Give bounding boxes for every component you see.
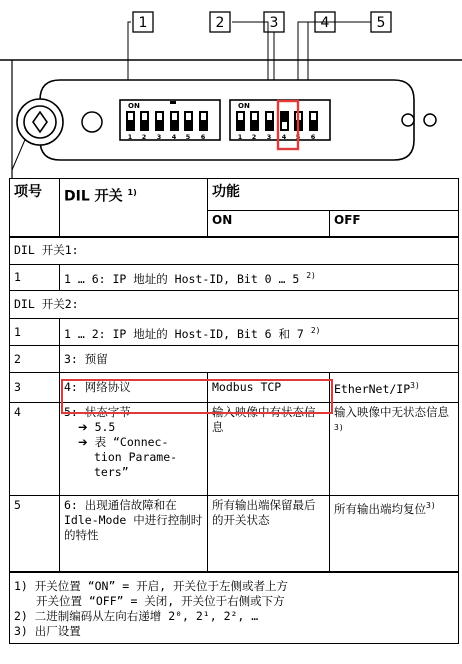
dil-switch-table xyxy=(9,178,459,644)
svg-text:5: 5 xyxy=(185,133,191,141)
footnote-1a: 1) 开关位置 “ON” = 开启, 开关位于左侧或者上方 xyxy=(14,578,289,593)
section-dil-switch-2: DIL 开关2: xyxy=(10,291,459,319)
dil-switch-bank-1 xyxy=(120,100,220,141)
table-row-status-byte: 4 5: 状态字节 ➔ 5.5 ➔ 表 “Connec- tion Parame- ters” 输入映像中有状态信息 输入映像中无状态信息$^{3)}$ xyxy=(10,403,459,496)
svg-text:3: 3 xyxy=(269,15,279,31)
callout-1 xyxy=(133,12,153,32)
led-icon xyxy=(424,114,436,126)
dil-switch-bank-2 xyxy=(230,100,330,141)
header-on: ON xyxy=(208,211,330,237)
svg-text:4: 4 xyxy=(320,15,330,31)
table-row-network-protocol: 3 4: 网络协议 Modbus TCP EtherNet/IP$^{3)}$ xyxy=(10,373,459,403)
footnote-2: 2) 二进制编码从左向右递增 2⁰, 2¹, 2², … xyxy=(14,608,259,623)
svg-text:6: 6 xyxy=(200,133,206,141)
dip-switch-diagram xyxy=(0,0,462,178)
svg-text:4: 4 xyxy=(171,133,177,141)
svg-text:3: 3 xyxy=(156,133,162,141)
section-dil-switch-1: DIL 开关1: xyxy=(10,237,459,265)
svg-text:1: 1 xyxy=(138,15,148,31)
header-item: 项号 xyxy=(10,179,60,237)
svg-text:6: 6 xyxy=(310,133,316,141)
callout-2 xyxy=(210,12,230,32)
table-row: 2 3: 预留 xyxy=(10,346,459,373)
svg-text:2: 2 xyxy=(141,133,147,141)
svg-text:2: 2 xyxy=(251,133,257,141)
footnotes xyxy=(10,572,459,644)
table-row: 1 1 … 6: IP 地址的 Host-ID, Bit 0 … 5 $^{2)}$ xyxy=(10,265,459,291)
svg-text:2: 2 xyxy=(215,15,225,31)
svg-text:ON: ON xyxy=(238,102,250,110)
footnote-3: 3) 出厂设置 xyxy=(14,623,81,638)
svg-text:1: 1 xyxy=(237,133,243,141)
svg-text:4: 4 xyxy=(281,133,287,141)
svg-text:ON: ON xyxy=(128,102,140,110)
svg-text:5: 5 xyxy=(295,133,301,141)
header-function: 功能 xyxy=(208,179,459,211)
table-row-comm-failure: 5 6: 出现通信故障和在 Idle-Mode 中进行控制时的特性 所有输出端保留最后的开关状态 所有输出端均复位$^{3)}$ xyxy=(10,496,459,572)
footnote-1b: 开关位置 “OFF” = 关闭, 开关位于右侧或下方 xyxy=(36,593,285,608)
table-row: 1 1 … 2: IP 地址的 Host-ID, Bit 6 和 7 $^{2)}$ xyxy=(10,319,459,346)
callout-5 xyxy=(371,12,391,32)
header-dil-switch: DIL 开关 $^{1)}$ xyxy=(60,179,208,237)
led-icon xyxy=(402,114,414,126)
header-off: OFF xyxy=(330,211,459,237)
screw-icon xyxy=(17,99,63,145)
svg-text:5: 5 xyxy=(376,15,386,31)
svg-text:1: 1 xyxy=(127,133,133,141)
svg-text:3: 3 xyxy=(266,133,272,141)
mounting-hole-icon xyxy=(82,112,102,132)
